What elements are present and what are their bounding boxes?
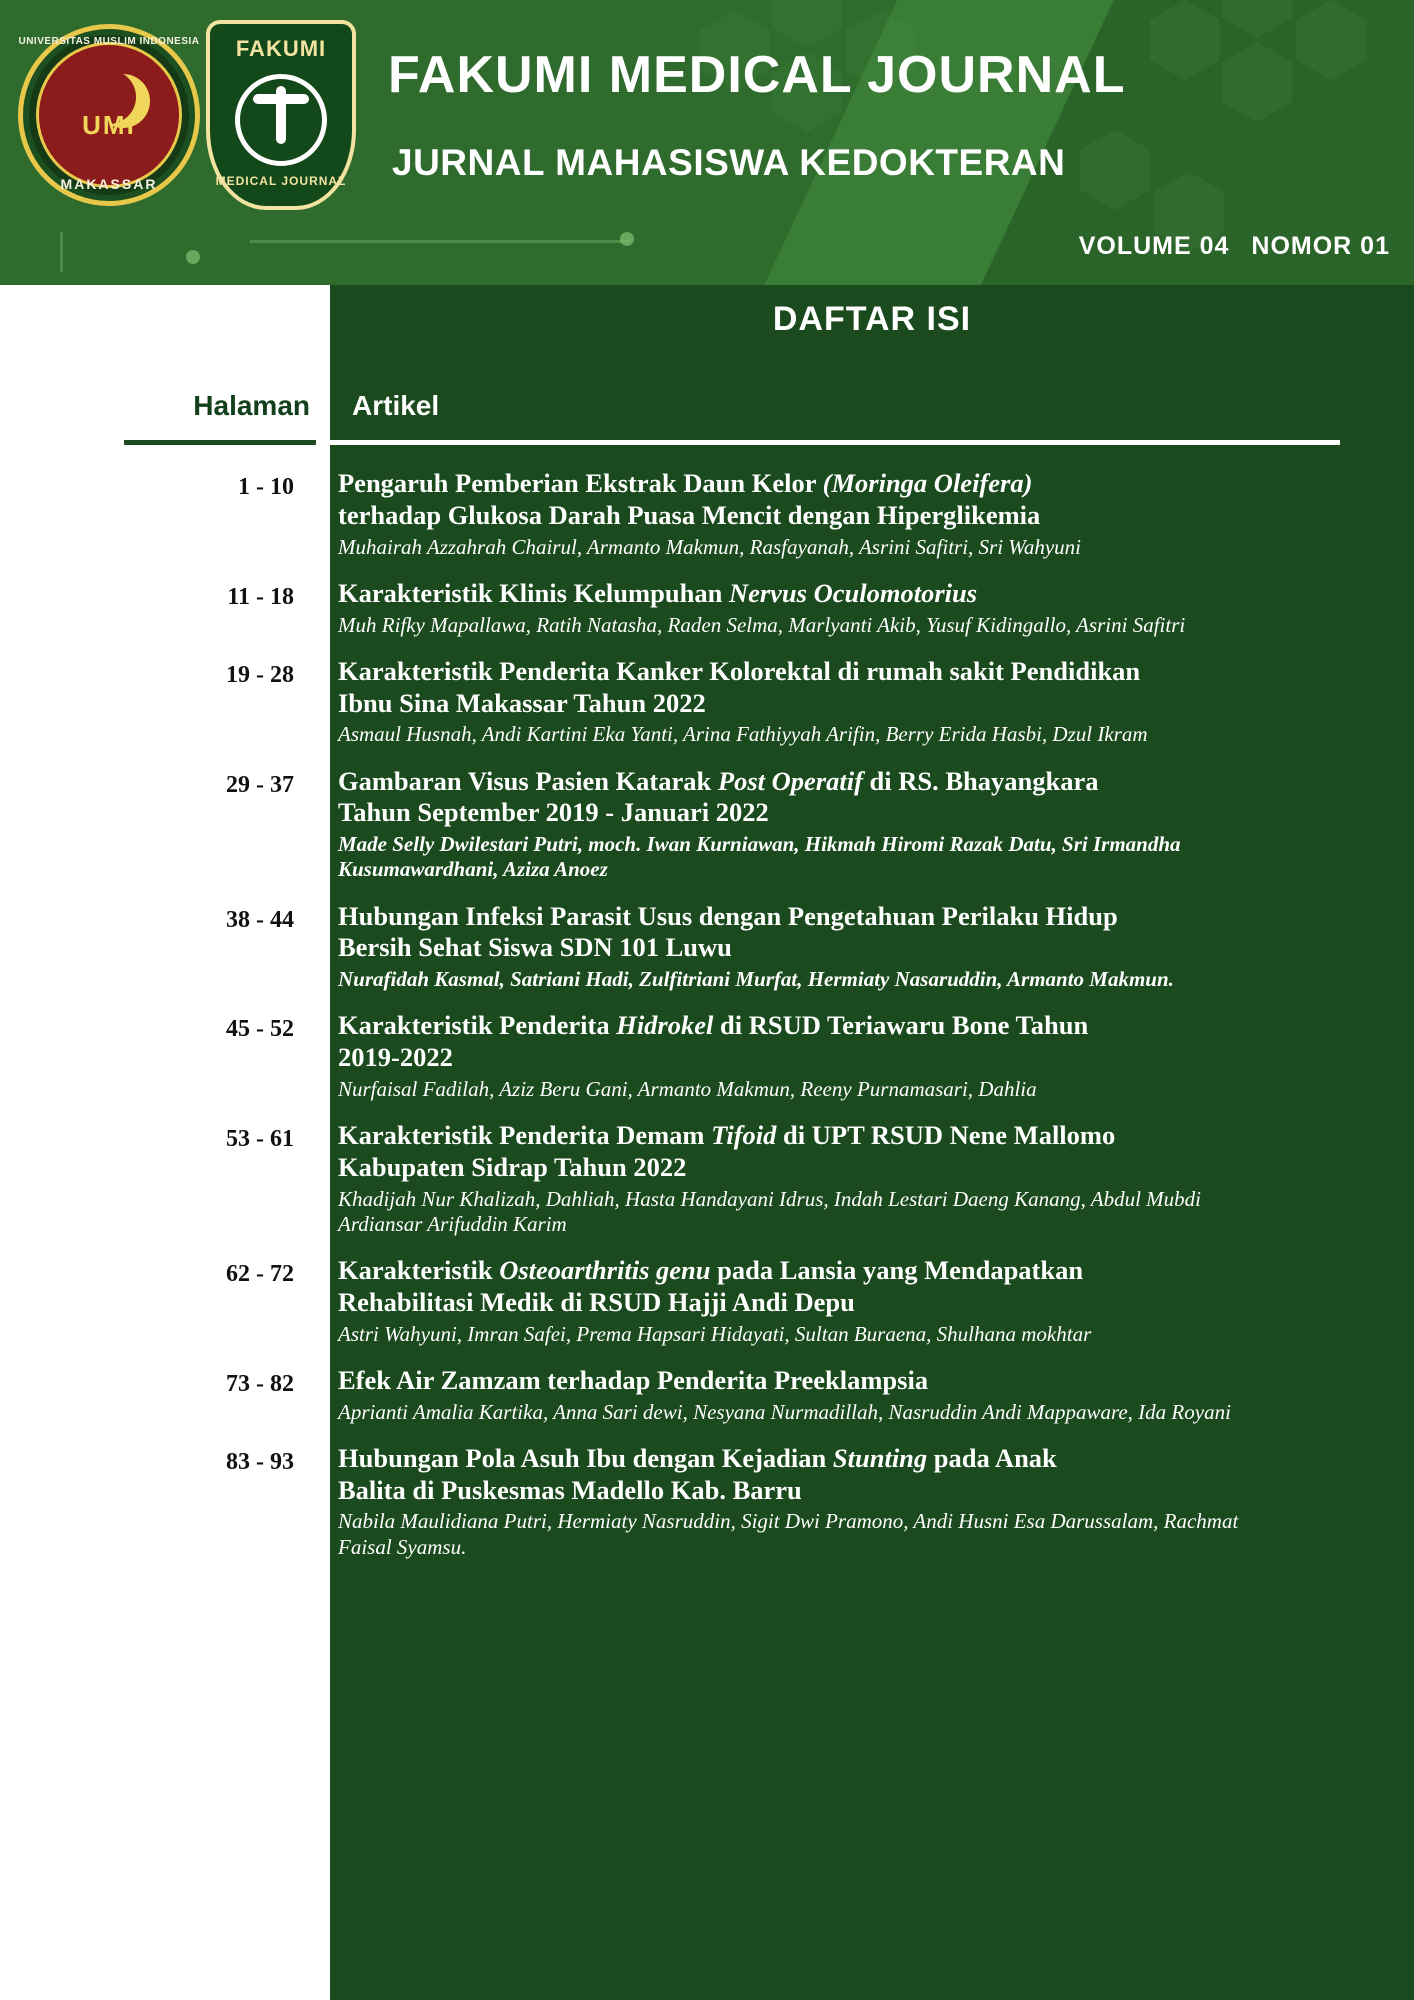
- toc-entry-pages: 62 - 72: [226, 1261, 294, 1288]
- toc-entry-article: [316, 468, 1326, 560]
- toc-entry[interactable]: [0, 578, 1414, 638]
- table-of-contents: [0, 468, 1414, 1578]
- toc-entry-article: [316, 901, 1326, 993]
- fakumi-logo-top-text: FAKUMI: [235, 36, 327, 61]
- circuit-dot-decoration: [186, 250, 200, 264]
- toc-entry[interactable]: [0, 901, 1414, 993]
- number-label: NOMOR 01: [1251, 232, 1390, 260]
- umi-logo-bottom-text: MAKASSAR: [60, 176, 158, 192]
- fakumi-journal-logo: [206, 20, 356, 210]
- toc-entry[interactable]: [0, 656, 1414, 748]
- toc-entry-authors: Muhairah Azzahrah Chairul, Armanto Makmun, Rasfayanah, Asrini Safitri, Sri Wahyuni: [338, 534, 1082, 559]
- toc-entry[interactable]: [0, 1365, 1414, 1425]
- asclepius-wings-icon: [253, 94, 309, 104]
- column-header-pages: Halaman: [193, 390, 310, 421]
- toc-entry-pages: 19 - 28: [226, 661, 294, 688]
- toc-entry-title[interactable]: Gambaran Visus Pasien Katarak Post Operatif di RS. Bhayangkara Tahun September 2019 - Januari 2022: [338, 765, 1099, 828]
- toc-entry[interactable]: [0, 1443, 1414, 1560]
- toc-entry-article: [316, 1365, 1326, 1425]
- toc-entry-authors: Nurfaisal Fadilah, Aziz Beru Gani, Armanto Makmun, Reeny Purnamasari, Dahlia: [338, 1076, 1037, 1101]
- umi-logo-top-text: UNIVERSITAS MUSLIM INDONESIA: [18, 36, 200, 47]
- toc-entry-pages: 53 - 61: [226, 1126, 294, 1153]
- toc-entry-authors: Made Selly Dwilestari Putri, moch. Iwan Kurniawan, Hikmah Hiromi Razak Datu, Sri Irmandha Kusumawardhani, Aziza Anoez: [338, 832, 1181, 882]
- journal-header-banner: [0, 0, 1414, 285]
- toc-entry-pages: 11 - 18: [227, 583, 294, 610]
- toc-entry-authors: Asmaul Husnah, Andi Kartini Eka Yanti, Arina Fathiyyah Arifin, Berry Erida Hasbi, Dzul Ikram: [338, 722, 1148, 747]
- toc-entry-pages: 73 - 82: [226, 1370, 294, 1397]
- toc-entry-pages: 1 - 10: [238, 474, 294, 500]
- toc-entry-title[interactable]: Hubungan Infeksi Parasit Usus dengan Pengetahuan Perilaku Hidup Bersih Sehat Siswa SDN 101 Luwu: [338, 900, 1118, 963]
- toc-entry-title[interactable]: Karakteristik Penderita Kanker Kolorektal di rumah sakit Pendidikan Ibnu Sina Makassar Tahun 2022: [338, 655, 1141, 718]
- toc-entry-article: [316, 1010, 1326, 1102]
- volume-label: VOLUME 04: [1078, 232, 1230, 260]
- toc-entry-authors: Nurafidah Kasmal, Satriani Hadi, Zulfitriani Murfat, Hermiaty Nasaruddin, Armanto Makmun.: [338, 967, 1174, 992]
- toc-entry-title[interactable]: Efek Air Zamzam terhadap Penderita Preeklampsia: [338, 1364, 929, 1395]
- header-rule-right: [330, 440, 1340, 445]
- toc-entry[interactable]: [0, 1120, 1414, 1237]
- toc-entry-article: [316, 578, 1326, 638]
- circuit-line-decoration: [250, 240, 630, 243]
- volume-issue-line: [1057, 232, 1390, 261]
- toc-entry[interactable]: [0, 766, 1414, 883]
- toc-entry-authors: Nabila Maulidiana Putri, Hermiaty Nasruddin, Sigit Dwi Pramono, Andi Husni Esa Darussalam, Rachmat Faisal Syamsu.: [338, 1509, 1239, 1559]
- toc-entry-article: [316, 1443, 1326, 1560]
- toc-entry-authors: Aprianti Amalia Kartika, Anna Sari dewi, Nesyana Nurmadillah, Nasruddin Andi Mappaware, Ida Royani: [338, 1399, 1231, 1424]
- journal-title: FAKUMI MEDICAL JOURNAL: [388, 46, 1126, 104]
- toc-entry-article: [316, 766, 1326, 883]
- toc-entry-title[interactable]: Karakteristik Penderita Demam Tifoid di UPT RSUD Nene Mallomo Kabupaten Sidrap Tahun 2022: [338, 1120, 1116, 1182]
- toc-entry-article: [316, 1255, 1326, 1347]
- journal-subtitle: JURNAL MAHASISWA KEDOKTERAN: [392, 142, 1066, 183]
- toc-entry-pages: 38 - 44: [226, 906, 294, 933]
- toc-entry-title[interactable]: Karakteristik Osteoarthritis genu pada Lansia yang Mendapatkan Rehabilitasi Medik di RSUD Hajji Andi Depu: [338, 1255, 1084, 1317]
- toc-entry-authors: Khadijah Nur Khalizah, Dahliah, Hasta Handayani Idrus, Indah Lestari Daeng Kanang, Abdul Mubdi Ardiansar Arifuddin Karim: [338, 1186, 1201, 1236]
- toc-entry-title[interactable]: Karakteristik Penderita Hidrokel di RSUD Teriawaru Bone Tahun 2019-2022: [338, 1010, 1089, 1073]
- toc-entry-pages: 29 - 37: [226, 771, 294, 798]
- toc-entry-article: [316, 1120, 1326, 1237]
- toc-entry[interactable]: [0, 1010, 1414, 1102]
- toc-entry-pages: 83 - 93: [226, 1448, 294, 1475]
- toc-entry-article: [316, 656, 1326, 748]
- circuit-line-decoration: [60, 232, 63, 272]
- toc-entry-title[interactable]: Hubungan Pola Asuh Ibu dengan Kejadian Stunting pada Anak Balita di Puskesmas Madello Kab. Barru: [338, 1442, 1057, 1505]
- toc-entry-title[interactable]: Karakteristik Klinis Kelumpuhan Nervus Oculomotorius: [338, 577, 978, 608]
- umi-university-logo: [18, 24, 200, 206]
- circuit-dot-decoration: [620, 232, 634, 246]
- toc-entry[interactable]: [0, 1255, 1414, 1347]
- toc-entry-title[interactable]: Pengaruh Pemberian Ekstrak Daun Kelor (Moringa Oleifera) terhadap Glukosa Darah Puasa Mencit dengan Hiperglikemia: [338, 468, 1041, 530]
- contents-heading: DAFTAR ISI: [772, 300, 972, 338]
- fakumi-logo-bottom-text: MEDICAL JOURNAL: [215, 174, 347, 188]
- header-rule-left: [124, 440, 316, 445]
- toc-entry-authors: Muh Rifky Mapallawa, Ratih Natasha, Raden Selma, Marlyanti Akib, Yusuf Kidingallo, Asrini Safitri: [338, 612, 1186, 637]
- toc-entry-authors: Astri Wahyuni, Imran Safei, Prema Hapsari Hidayati, Sultan Buraena, Shulhana mokhtar: [338, 1321, 1092, 1346]
- column-header-article: Artikel: [352, 390, 440, 421]
- toc-entry-pages: 45 - 52: [226, 1016, 294, 1043]
- umi-logo-center-text: UMI: [82, 110, 136, 140]
- toc-entry[interactable]: [0, 468, 1414, 560]
